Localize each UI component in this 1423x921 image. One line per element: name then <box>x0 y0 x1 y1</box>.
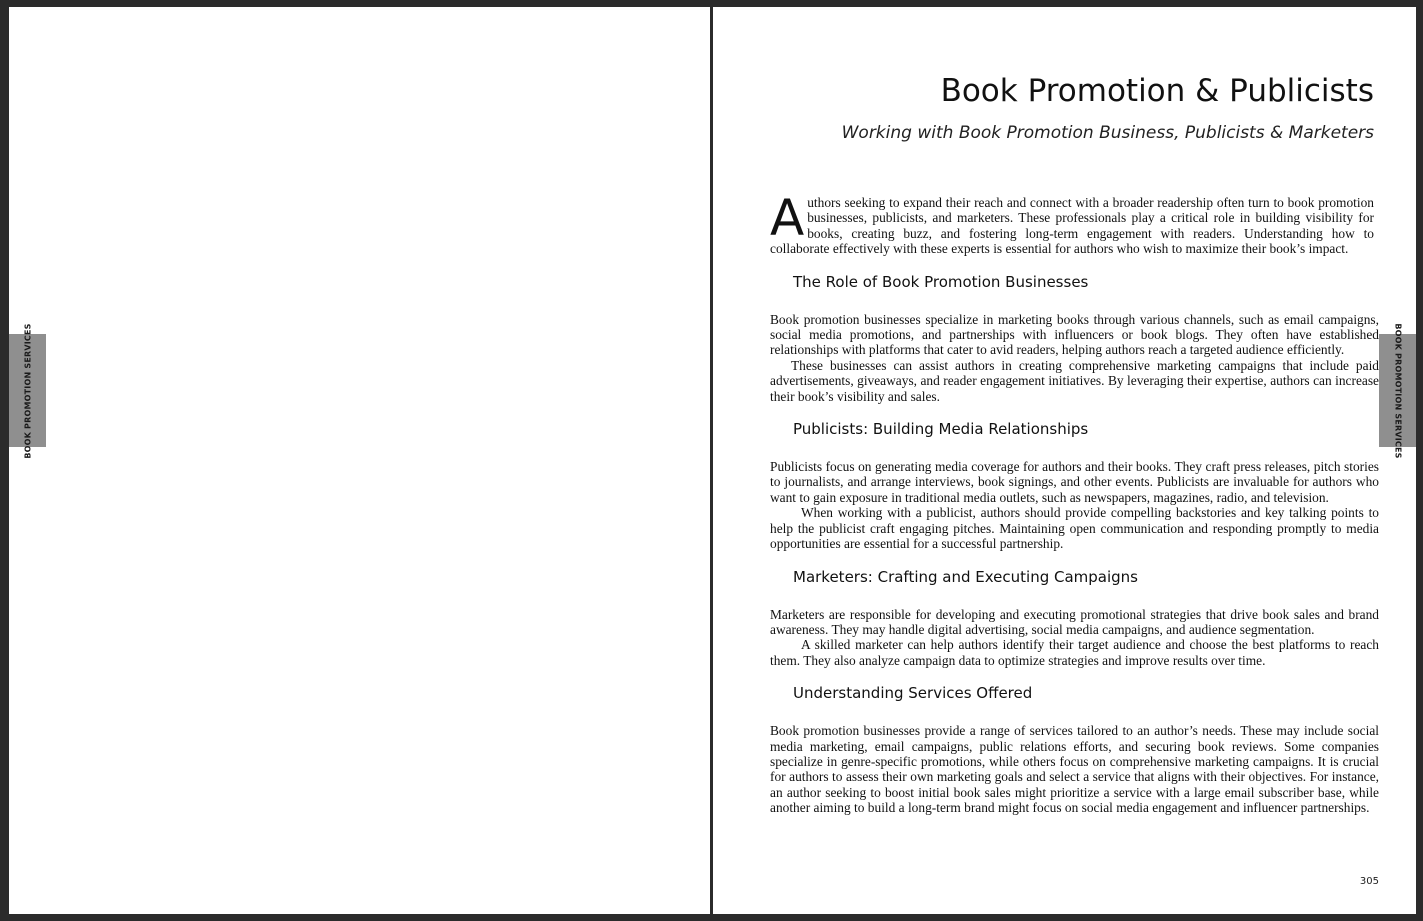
paragraph: These businesses can assist authors in creating comprehensive marketing campaigns that include paid advertisements, giveaways, and reader engagement initiatives. By leveraging their expertise, authors can increase their book’s visibility and sales. <box>770 357 1379 404</box>
section-heading-promotion-businesses: The Role of Book Promotion Businesses <box>793 272 1089 291</box>
paragraph: A skilled marketer can help authors identify their target audience and choose the best platforms to reach them. They also analyze campaign data to optimize strategies and improve results over time. <box>770 637 1379 668</box>
section-heading-publicists: Publicists: Building Media Relationships <box>793 420 1089 439</box>
right-page <box>713 7 1416 914</box>
right-side-tab-label: BOOK PROMOTION SERVICES <box>1393 322 1402 459</box>
section-heading-marketers: Marketers: Crafting and Executing Campaigns <box>793 567 1138 586</box>
left-side-tab <box>9 322 46 459</box>
paragraph: Book promotion businesses specialize in marketing books through various channels, such as email campaigns, social media promotions, and partnerships with influencers or book blogs. They often have established relationships with platforms that cater to avid readers, helping authors reach a targeted audience efficiently. <box>770 311 1379 358</box>
paragraph: Book promotion businesses provide a range of services tailored to an author’s needs. These may include social media marketing, email campaigns, public relations efforts, and securing book reviews. Some companies specialize in genre-specific promotions, while others focus on comprehensive marketing campaigns. It is crucial for authors to assess their own marketing goals and select a service that aligns with their objectives. For instance, an author seeking to boost initial book sales might prioritize a service with a large email subscriber base, while another aiming to build a long-term brand might focus on social media engagement and influencer partnerships. <box>770 723 1379 816</box>
page-number: 305 <box>1359 876 1379 887</box>
page-subtitle: Working with Book Promotion Business, Publicists & Marketers <box>841 123 1374 143</box>
paragraph: Publicists focus on generating media coverage for authors and their books. They craft press releases, pitch stories to journalists, and arrange interviews, book signings, and other events. Publicists are invaluable for authors who want to gain exposure in traditional media outlets, such as newspapers, magazines, radio, and television. <box>770 459 1379 505</box>
left-page <box>9 7 710 914</box>
right-side-tab <box>1379 322 1416 459</box>
page-title: Book Promotion & Publicists <box>940 73 1374 109</box>
section-heading-services: Understanding Services Offered <box>793 684 1033 703</box>
paragraph: Marketers are responsible for developing and executing promotional strategies that drive book sales and brand awareness. They may handle digital advertising, social media campaigns, and audience segmentation. <box>770 606 1379 637</box>
intro-paragraph <box>770 189 1374 257</box>
drop-cap: A <box>770 189 805 247</box>
intro-text: uthors seeking to expand their reach and connect with a broader readership often turn to book promotion businesses, publicists, and marketers. These professionals play a critical role in building visibility for books, creating buzz, and fostering long-term engagement with readers. Understanding how to collaborate effectively with these experts is essential for authors who wish to maximize their book’s impact. <box>770 195 1374 257</box>
body-text <box>770 189 1379 816</box>
paragraph: When working with a publicist, authors should provide compelling backstories and key talking points to help the publicist craft engaging pitches. Maintaining open communication and responding promptly to media opportunities are essential for a successful partnership. <box>770 505 1379 552</box>
left-side-tab-label: BOOK PROMOTION SERVICES <box>23 322 32 459</box>
